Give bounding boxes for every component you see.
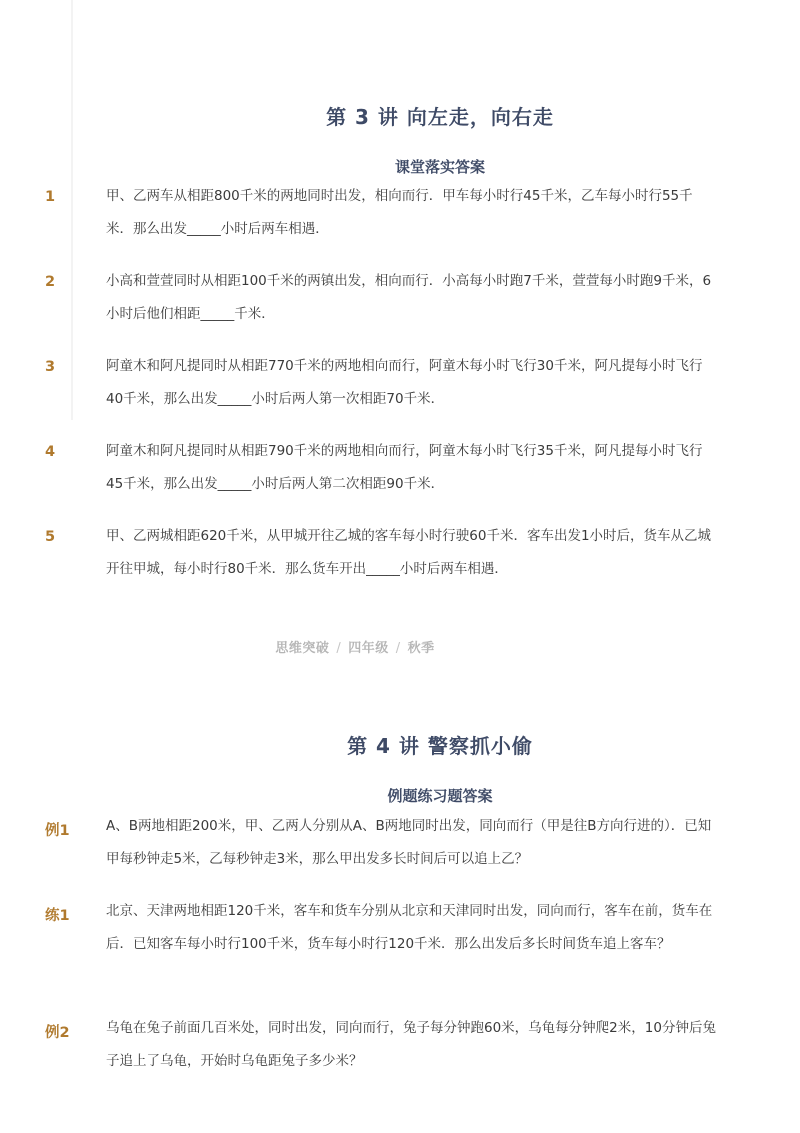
footer-season: 秋季 xyxy=(407,641,435,656)
footer-separator: / xyxy=(336,641,342,656)
problem-text: 甲、乙两城相距620千米，从甲城开往乙城的客车每小时行驶60千米．客车出发1小时后，货车从乙城开往甲城，每小时行80千米．那么货车开出_____小时后两车相遇． xyxy=(106,528,712,577)
problem-number: 1 xyxy=(45,189,56,205)
lesson-3-title: 第 3 讲 向左走，向右走 xyxy=(326,105,554,129)
example-text: A、B两地相距200米，甲、乙两人分别从A、B两地同时出发，同向而行（甲是往B方向行进的）．已知甲每秒钟走5米，乙每秒钟走3米，那么甲出发多长时间后可以追上乙？ xyxy=(106,818,712,867)
lesson-4-section-title: 例题练习题答案 xyxy=(387,787,493,805)
exercise-label: 练1 xyxy=(45,908,70,924)
problem-number: 2 xyxy=(45,274,56,290)
exercise-text: 北京、天津两地相距120千米，客车和货车分别从北京和天津同时出发，同向而行，客车在前，货车在后．已知客车每小时行100千米，货车每小时行120千米．那么出发后多长时间货车追上客车？ xyxy=(106,903,713,952)
problem-number: 4 xyxy=(45,444,56,460)
footer-subject: 思维突破 xyxy=(275,641,330,656)
problem-number: 3 xyxy=(45,359,56,375)
page-footer xyxy=(0,637,710,656)
lesson-4-title: 第 4 讲 警察抓小偷 xyxy=(347,734,533,758)
page-edge-line xyxy=(71,0,73,420)
problem-text: 阿童木和阿凡提同时从相距790千米的两地相向而行，阿童木每小时飞行35千米，阿凡提每小时飞行45千米，那么出发_____小时后两人第二次相距90千米． xyxy=(106,443,703,492)
footer-separator: / xyxy=(395,641,401,656)
example-label: 例1 xyxy=(45,823,70,839)
problem-number: 5 xyxy=(45,529,56,545)
lesson-3-section-title: 课堂落实答案 xyxy=(394,158,485,176)
problem-text: 阿童木和阿凡提同时从相距770千米的两地相向而行，阿童木每小时飞行30千米，阿凡提每小时飞行40千米，那么出发_____小时后两人第一次相距70千米． xyxy=(106,358,703,407)
footer-grade: 四年级 xyxy=(348,641,389,656)
problem-text: 甲、乙两车从相距800千米的两地同时出发，相向而行．甲车每小时行45千米，乙车每小时行55千米．那么出发_____小时后两车相遇． xyxy=(106,188,693,237)
example-label: 例2 xyxy=(45,1025,70,1041)
problem-text: 小高和萱萱同时从相距100千米的两镇出发，相向而行．小高每小时跑7千米，萱萱每小时跑9千米，6小时后他们相距_____千米． xyxy=(106,273,712,322)
example-text: 乌龟在兔子前面几百米处，同时出发，同向而行，兔子每分钟跑60米，乌龟每分钟爬2米，10分钟后兔子追上了乌龟，开始时乌龟距兔子多少米？ xyxy=(106,1020,716,1069)
